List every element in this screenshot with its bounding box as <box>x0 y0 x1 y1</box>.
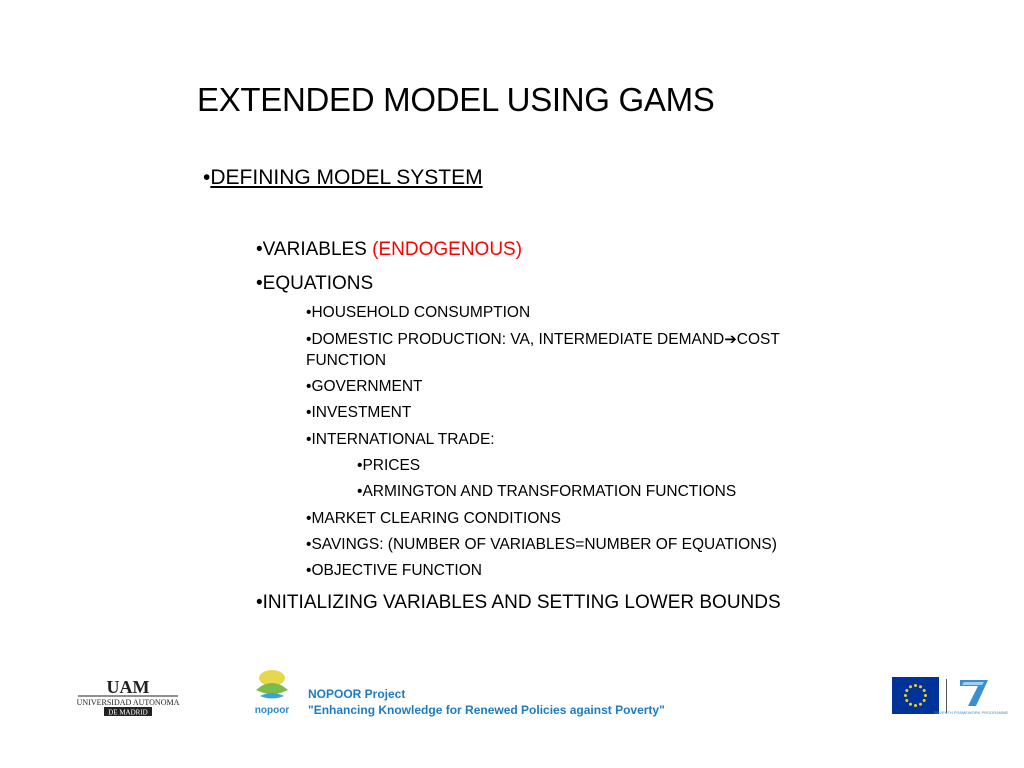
bullet-household-consumption: •HOUSEHOLD CONSUMPTION <box>306 304 531 321</box>
slide-title: EXTENDED MODEL USING GAMS <box>197 81 715 118</box>
uam-logo <box>76 676 180 716</box>
bullet-variables: •VARIABLES (ENDOGENOUS) <box>256 239 523 260</box>
bullet-international-trade: •INTERNATIONAL TRADE: <box>306 431 495 448</box>
bullet-text: OBJECTIVE FUNCTION <box>311 562 482 579</box>
svg-text:UAM: UAM <box>106 677 150 697</box>
svg-text:DE MADRID: DE MADRID <box>108 708 148 717</box>
bullet-government: •GOVERNMENT <box>306 378 423 395</box>
project-info <box>308 686 665 718</box>
bullet-initializing-variables: •INITIALIZING VARIABLES AND SETTING LOWER BOUNDS <box>256 592 781 613</box>
bullet-text: FUNCTION <box>306 352 387 369</box>
bullet-text: PRICES <box>362 457 421 474</box>
bullet-text: HOUSEHOLD CONSUMPTION <box>311 304 531 321</box>
bullet-market-clearing: •MARKET CLEARING CONDITIONS <box>306 510 561 527</box>
bullet-text: DEFINING MODEL SYSTEM <box>210 166 483 189</box>
bullet-text: DOMESTIC PRODUCTION: VA, INTERMEDIATE DEMAND <box>311 331 725 348</box>
bullet-prices: •PRICES <box>357 457 421 474</box>
bullet-text-cost: COST <box>736 331 780 348</box>
bullet-text: SAVINGS: (NUMBER OF VARIABLES=NUMBER OF EQUATIONS) <box>311 536 777 553</box>
bullet-equations: •EQUATIONS <box>256 273 374 294</box>
bullet-text: EQUATIONS <box>262 273 374 294</box>
bullet-domestic-production: •DOMESTIC PRODUCTION: VA, INTERMEDIATE DEMAND➔COST <box>306 331 780 348</box>
endogenous-label: (ENDOGENOUS) <box>372 239 523 260</box>
bullet-objective-function: •OBJECTIVE FUNCTION <box>306 562 482 579</box>
bullet-text: ARMINGTON AND TRANSFORMATION FUNCTIONS <box>362 483 737 500</box>
eu-flag-icon <box>892 677 939 714</box>
bullet-text: VARIABLES <box>262 239 367 260</box>
svg-text:SEVENTH FRAMEWORK PROGRAMME: SEVENTH FRAMEWORK PROGRAMME <box>933 710 1009 715</box>
bullet-investment: •INVESTMENT <box>306 404 412 421</box>
fp7-logo <box>933 676 1009 716</box>
bullet-text: GOVERNMENT <box>311 378 423 395</box>
project-name: NOPOOR Project <box>308 687 406 701</box>
bullet-text: MARKET CLEARING CONDITIONS <box>311 510 561 527</box>
bullet-armington: •ARMINGTON AND TRANSFORMATION FUNCTIONS <box>357 483 737 500</box>
svg-text:UNIVERSIDAD AUTONOMA: UNIVERSIDAD AUTONOMA <box>76 698 180 707</box>
bullet-savings: •SAVINGS: (NUMBER OF VARIABLES=NUMBER OF EQUATIONS) <box>306 536 777 553</box>
bullet-text: INVESTMENT <box>311 404 412 421</box>
right-arrow-icon: ➔ <box>724 331 737 348</box>
bullet-defining-model-system: •DEFINING MODEL SYSTEM <box>203 166 483 189</box>
project-tagline: "Enhancing Knowledge for Renewed Policies against Poverty" <box>308 703 665 717</box>
bullet-text: INITIALIZING VARIABLES AND SETTING LOWER BOUNDS <box>262 592 781 613</box>
nopoor-logo <box>250 668 294 718</box>
bullet-text: INTERNATIONAL TRADE: <box>311 431 495 448</box>
bullet-domestic-production-continued <box>306 351 386 371</box>
svg-text:nopoor: nopoor <box>254 705 290 716</box>
